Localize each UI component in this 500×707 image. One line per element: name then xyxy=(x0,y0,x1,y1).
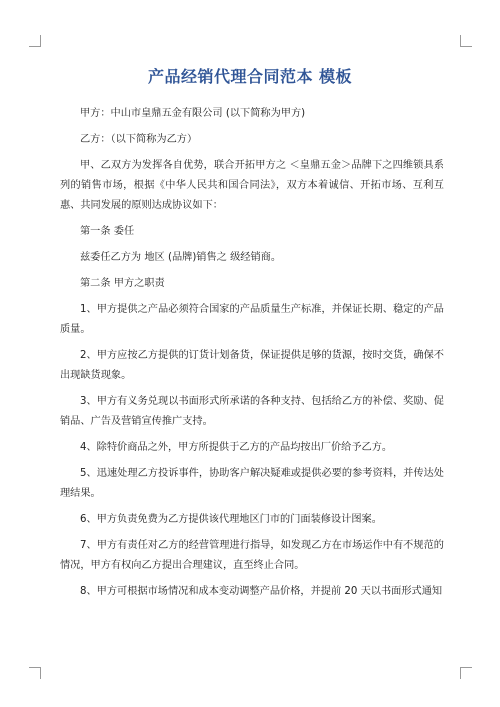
crop-mark-bottom-left xyxy=(29,667,41,679)
preamble-paragraph: 甲、乙双方为发挥各自优势，联合开拓甲方之 ＜皇鼎五金＞品牌下之四维锁具系列的销售市场，根据《中华人民共和国合同法》，双方本着诚信、开拓市场、互利互惠、共同发展的原则达成协议如下： xyxy=(60,160,444,211)
clause-paragraph: 1、甲方提供之产品必须符合国家的产品质量生产标准，并保证长期、稳定的产品质量。 xyxy=(60,304,444,335)
clause-paragraph: 8、甲方可根据市场情况和成本变动调整产品价格，并提前 20 天以书面形式通知 xyxy=(80,586,443,597)
clause-paragraph: 6、甲方负责免费为乙方提供该代理地区门市的门面装修设计图案。 xyxy=(80,514,382,525)
party-b-line: 乙方：（以下简称为乙方） xyxy=(80,134,198,145)
party-a-line: 甲方：中山市皇鼎五金有限公司 (以下简称为甲方) xyxy=(80,108,306,119)
document-body xyxy=(60,104,444,608)
appointment-paragraph: 兹委任乙方为 地区 (品牌)销售之 级经销商。 xyxy=(80,252,282,263)
crop-mark-top-left xyxy=(29,35,41,47)
clause-paragraph: 5、迅速处理乙方投诉事件，协助客户解决疑难或提供必要的参考资料，并传达处理结果。 xyxy=(60,468,444,499)
clause-paragraph: 2、甲方应按乙方提供的订货计划备货，保证提供足够的货源，按时交货，确保不出现缺货现象。 xyxy=(60,350,444,381)
crop-mark-top-right xyxy=(460,35,472,47)
article-heading: 第一条 委任 xyxy=(80,226,135,237)
crop-mark-bottom-right xyxy=(460,667,472,679)
clause-paragraph: 3、甲方有义务兑现以书面形式所承诺的各种支持、包括给乙方的补偿、奖励、促销品、广告及营销宣传推广支持。 xyxy=(60,396,444,427)
document-title: 产品经销代理合同范本 模板 xyxy=(147,67,353,86)
clause-paragraph: 7、甲方有责任对乙方的经营管理进行指导，如发现乙方在市场运作中有不规范的情况，甲方有权向乙方提出合理建议，直至终止合同。 xyxy=(60,540,444,571)
clause-paragraph: 4、除特价商品之外，甲方所提供于乙方的产品均按出厂价给予乙方。 xyxy=(80,442,393,453)
article-heading: 第二条 甲方之职责 xyxy=(80,278,165,289)
